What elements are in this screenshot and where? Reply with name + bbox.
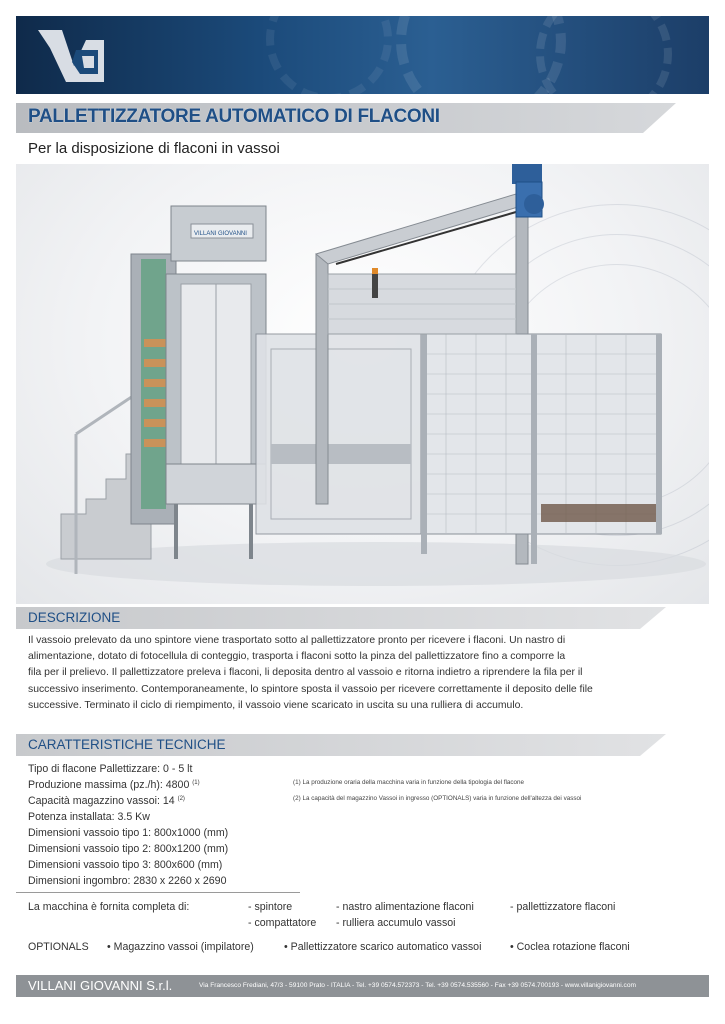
machine-photo (16, 164, 709, 604)
footnote-marker: (2) (177, 796, 185, 802)
footnote-2: (2) La capacità del magazzino Vassoi in ingresso (OPTIONALS) varia in funzione dell'altezza dei vassoi (293, 795, 582, 802)
optional-item: • Coclea rotazione flaconi (510, 941, 630, 953)
footnote-1: (1) La produzione oraria della macchina varia in funzione della tipologia del flacone (293, 779, 525, 786)
spec-line: Dimensioni vassoio tipo 3: 800x600 (mm) (28, 859, 223, 871)
spec-line: Produzione massima (pz./h): 4800 $^{(1)}$ (28, 779, 200, 791)
spec-line: Capacità magazzino vassoi: 14 $^{(2)}$ (28, 795, 185, 807)
fornitura-item: - pallettizzatore flaconi (510, 901, 616, 913)
spec-line: Potenza installata: 3.5 Kw (28, 811, 150, 823)
spec-line: Dimensioni vassoio tipo 1: 800x1000 (mm) (28, 827, 229, 839)
caratteristiche-heading: CARATTERISTICHE TECNICHE (28, 737, 226, 752)
spec-line: Dimensioni ingombro: 2830 x 2260 x 2690 (28, 875, 227, 887)
descrizione-heading: DESCRIZIONE (28, 610, 121, 625)
fornitura-item: - nastro alimentazione flaconi (336, 901, 474, 913)
descrizione-text (28, 633, 643, 714)
spec-line: Dimensioni vassoio tipo 2: 800x1200 (mm) (28, 843, 229, 855)
fornitura-item: - compattatore (248, 917, 317, 929)
gear-decoration (536, 16, 672, 94)
footnote-marker: (1) (192, 780, 200, 786)
descrizione-line: successive. Terminato il ciclo di riempimento, il vassoio viene scaricato in uscita su una rulliera di accumulo. (28, 699, 524, 711)
header-banner (16, 16, 709, 94)
fornitura-item: - spintore (248, 901, 293, 913)
descrizione-line: fila per il prelievo. Il pallettizzatore preleva i flaconi, li deposita dentro al vassoio e ritorna indietro a riprendere la fila per il (28, 667, 583, 679)
footer-bar (16, 975, 709, 997)
optional-item: • Pallettizzatore scarico automatico vassoi (284, 941, 482, 953)
descrizione-line: successivo inserimento. Contemporaneamente, lo spintore sposta il vassoio per ricevere correttamente il deposito delle file (28, 683, 593, 695)
descrizione-line: alimentazione, dotato di fotocellula di conteggio, trasporta i flaconi sotto la pinza del pallettizzatore fino a comporre la (28, 651, 566, 663)
spec-line: Tipo di flacone Pallettizzare: 0 - 5 lt (28, 763, 193, 775)
optional-item: • Magazzino vassoi (impilatore) (107, 941, 254, 953)
optionals-label: OPTIONALS (28, 941, 89, 953)
gear-decoration (266, 16, 392, 94)
page-subtitle: Per la disposizione di flaconi in vassoi (28, 140, 280, 157)
descrizione-line: Il vassoio prelevato da uno spintore viene trasportato sotto al pallettizzatore pronto per ricevere i flaconi. Un nastro di (28, 635, 566, 646)
fornitura-item: - rulliera accumulo vassoi (336, 917, 456, 929)
villani-giovanni-logo-icon (36, 26, 106, 86)
footer-address: Via Francesco Frediani, 47/3 - 59100 Prato - ITALIA - Tel. +39 0574.572373 - Tel. +39 0574.535560 - Fax +39 0574.700193 - www.villanigiovanni.com (199, 982, 636, 989)
divider (16, 892, 300, 893)
footer-company: VILLANI GIOVANNI S.r.l. (28, 978, 173, 993)
fornitura-label: La macchina è fornita completa di: (28, 901, 190, 913)
machine-plate-label: VILLANI GIOVANNI (194, 231, 247, 237)
page-title: PALLETTIZZATORE AUTOMATICO DI FLACONI (28, 106, 440, 127)
machine-illustration (16, 164, 709, 604)
